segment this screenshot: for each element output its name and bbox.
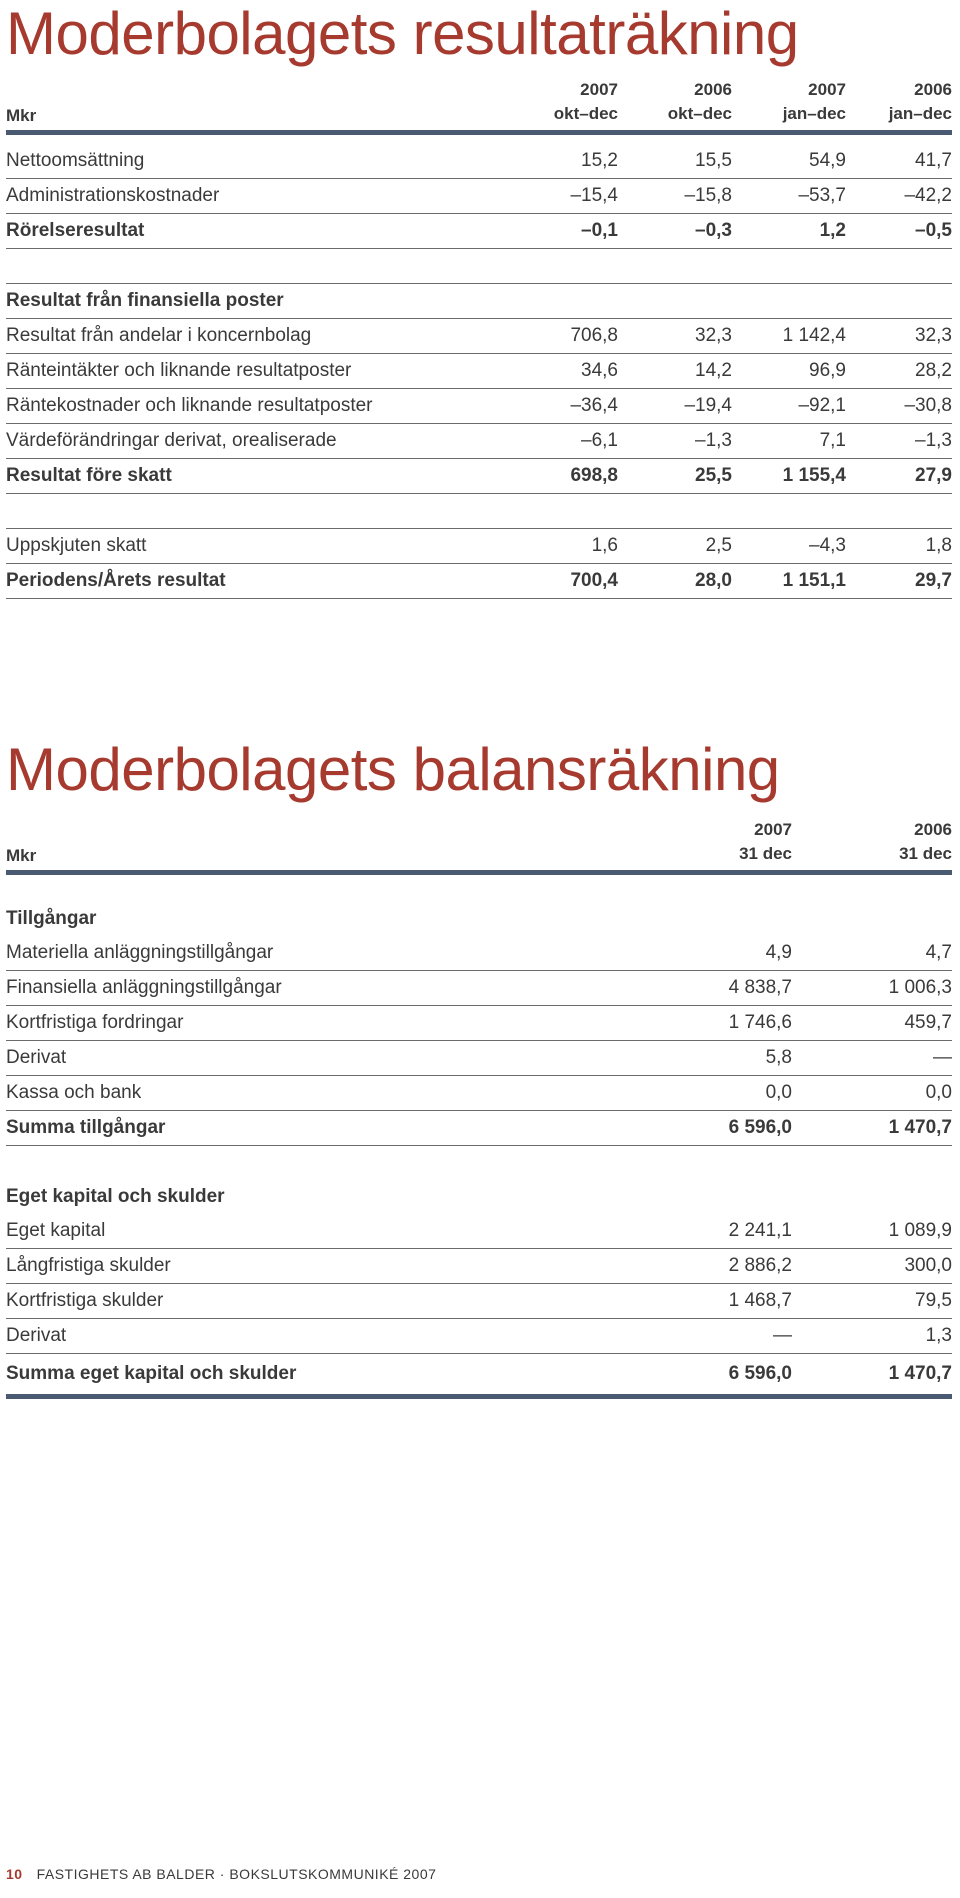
cell-value: 6 596,0: [696, 1354, 792, 1397]
section-label: Eget kapital och skulder: [6, 1186, 225, 1207]
cell-value: 34,6: [526, 354, 618, 389]
table-row: [6, 319, 952, 354]
cell-value: 1 089,9: [792, 1214, 952, 1249]
row-label: Eget kapital: [6, 1214, 696, 1249]
balance-header-rule: [6, 870, 952, 875]
cell-value: 706,8: [526, 319, 618, 354]
cell-value: –19,4: [618, 389, 732, 424]
income-header-rule: [6, 130, 952, 135]
row-label: Kassa och bank: [6, 1076, 696, 1111]
table-row: [6, 144, 952, 179]
row-label: Nettoomsättning: [6, 144, 526, 179]
row-label: Långfristiga skulder: [6, 1249, 696, 1284]
cell-value: 1,3: [792, 1319, 952, 1354]
income-header: [6, 78, 952, 126]
cell-value: –0,3: [618, 214, 732, 249]
cell-value: 6 596,0: [696, 1111, 792, 1146]
cell-value: 1,6: [526, 529, 618, 564]
cell-value: 1,2: [732, 214, 846, 249]
cell-value: 1 468,7: [696, 1284, 792, 1319]
row-label: Kortfristiga skulder: [6, 1284, 696, 1319]
page-footer: [6, 1866, 436, 1882]
cell-value: –15,8: [618, 179, 732, 214]
cell-value: 4,9: [696, 936, 792, 971]
income-col-4-period: jan–dec: [888, 104, 952, 123]
cell-value: 1 006,3: [792, 971, 952, 1006]
spacer-row: [6, 1146, 952, 1181]
cell-value: 0,0: [696, 1076, 792, 1111]
section-header-row: [6, 902, 952, 936]
cell-value: 1 142,4: [732, 319, 846, 354]
table-row: [6, 1319, 952, 1354]
income-col-3-header: [752, 78, 846, 126]
balance-col-2-year: 2006: [914, 820, 952, 839]
income-col-2-year: 2006: [694, 80, 732, 99]
cell-value: 2,5: [618, 529, 732, 564]
cell-value: 41,7: [846, 144, 952, 179]
cell-value: 15,5: [618, 144, 732, 179]
income-col-3-year: 2007: [808, 80, 846, 99]
income-col-1-year: 2007: [580, 80, 618, 99]
row-label: Rörelseresultat: [6, 214, 526, 249]
table-row: [6, 424, 952, 459]
cell-value: 14,2: [618, 354, 732, 389]
balance-header: [6, 818, 952, 866]
income-col-2-period: okt–dec: [667, 104, 732, 123]
row-label: Materiella anläggningstillgångar: [6, 936, 696, 971]
cell-value: 32,3: [846, 319, 952, 354]
income-title: Moderbolagets resultaträkning: [6, 0, 799, 67]
cell-value: –53,7: [732, 179, 846, 214]
row-label: Resultat före skatt: [6, 459, 526, 494]
row-label: Periodens/Årets resultat: [6, 564, 526, 599]
income-col-3-period: jan–dec: [782, 104, 846, 123]
table-row: [6, 1076, 952, 1111]
row-label: Summa tillgångar: [6, 1111, 696, 1146]
cell-value: 25,5: [618, 459, 732, 494]
footer-text: FASTIGHETS AB BALDER · BOKSLUTSKOMMUNIKÉ 2007: [36, 1866, 437, 1882]
income-col-4-year: 2006: [914, 80, 952, 99]
section-header-row: [6, 1180, 952, 1214]
cell-value: —: [792, 1041, 952, 1076]
income-unit: Mkr: [6, 106, 37, 125]
cell-value: 28,0: [618, 564, 732, 599]
table-row: [6, 529, 952, 564]
cell-value: 15,2: [526, 144, 618, 179]
cell-value: 27,9: [846, 459, 952, 494]
table-row: [6, 1284, 952, 1319]
cell-value: –1,3: [618, 424, 732, 459]
cell-value: 5,8: [696, 1041, 792, 1076]
balance-title: Moderbolagets balansräkning: [6, 736, 780, 803]
row-label: Resultat från andelar i koncernbolag: [6, 319, 526, 354]
page-number: 10: [6, 1866, 23, 1882]
table-row: [6, 214, 952, 249]
row-label: Summa eget kapital och skulder: [6, 1354, 696, 1397]
cell-value: 1 470,7: [792, 1111, 952, 1146]
row-label: Värdeförändringar derivat, orealiserade: [6, 424, 526, 459]
cell-value: –15,4: [526, 179, 618, 214]
cell-value: –36,4: [526, 389, 618, 424]
table-row: [6, 1249, 952, 1284]
cell-value: –30,8: [846, 389, 952, 424]
section-label: Tillgångar: [6, 908, 97, 929]
table-row: [6, 564, 952, 599]
balance-col-1-period: 31 dec: [739, 844, 792, 863]
table-row: [6, 1006, 952, 1041]
cell-value: –6,1: [526, 424, 618, 459]
cell-value: 1 155,4: [732, 459, 846, 494]
income-col-2-header: [638, 78, 732, 126]
row-label: Ränteintäkter och liknande resultatposter: [6, 354, 526, 389]
balance-table: [6, 902, 952, 1399]
cell-value: 29,7: [846, 564, 952, 599]
table-row: [6, 389, 952, 424]
row-label: Uppskjuten skatt: [6, 529, 526, 564]
table-row: [6, 971, 952, 1006]
table-row: [6, 459, 952, 494]
income-col-1-header: [526, 78, 618, 126]
table-row: [6, 936, 952, 971]
cell-value: 4 838,7: [696, 971, 792, 1006]
cell-value: 54,9: [732, 144, 846, 179]
cell-value: 1 151,1: [732, 564, 846, 599]
cell-value: 7,1: [732, 424, 846, 459]
income-col-1-period: okt–dec: [553, 104, 618, 123]
table-row: [6, 1214, 952, 1249]
row-label: Derivat: [6, 1041, 696, 1076]
row-label: Administrationskostnader: [6, 179, 526, 214]
table-row: [6, 179, 952, 214]
cell-value: 32,3: [618, 319, 732, 354]
row-label: Finansiella anläggningstillgångar: [6, 971, 696, 1006]
cell-value: 2 241,1: [696, 1214, 792, 1249]
balance-col-2-period: 31 dec: [899, 844, 952, 863]
row-label: Räntekostnader och liknande resultatposter: [6, 389, 526, 424]
spacer-row: [6, 249, 952, 284]
balance-col-1-year: 2007: [754, 820, 792, 839]
row-label: Derivat: [6, 1319, 696, 1354]
cell-value: –42,2: [846, 179, 952, 214]
table-row: [6, 1111, 952, 1146]
cell-value: 700,4: [526, 564, 618, 599]
cell-value: 96,9: [732, 354, 846, 389]
cell-value: 300,0: [792, 1249, 952, 1284]
balance-unit: Mkr: [6, 846, 37, 865]
balance-col-2-header: [846, 818, 952, 866]
table-row: [6, 354, 952, 389]
cell-value: 79,5: [792, 1284, 952, 1319]
cell-value: —: [696, 1319, 792, 1354]
row-label: Kortfristiga fordringar: [6, 1006, 696, 1041]
cell-value: –1,3: [846, 424, 952, 459]
cell-value: –4,3: [732, 529, 846, 564]
balance-col-1-header: [696, 818, 792, 866]
cell-value: 2 886,2: [696, 1249, 792, 1284]
section-label: Resultat från finansiella poster: [6, 284, 952, 319]
cell-value: 1,8: [846, 529, 952, 564]
income-table: [6, 144, 952, 599]
spacer-row: [6, 494, 952, 529]
table-row: [6, 1354, 952, 1397]
cell-value: –92,1: [732, 389, 846, 424]
cell-value: 4,7: [792, 936, 952, 971]
cell-value: –0,1: [526, 214, 618, 249]
cell-value: 1 470,7: [792, 1354, 952, 1397]
cell-value: 459,7: [792, 1006, 952, 1041]
table-row: [6, 1041, 952, 1076]
income-col-4-header: [858, 78, 952, 126]
cell-value: 698,8: [526, 459, 618, 494]
cell-value: 28,2: [846, 354, 952, 389]
cell-value: –0,5: [846, 214, 952, 249]
section-header-row: [6, 284, 952, 319]
cell-value: 0,0: [792, 1076, 952, 1111]
cell-value: 1 746,6: [696, 1006, 792, 1041]
